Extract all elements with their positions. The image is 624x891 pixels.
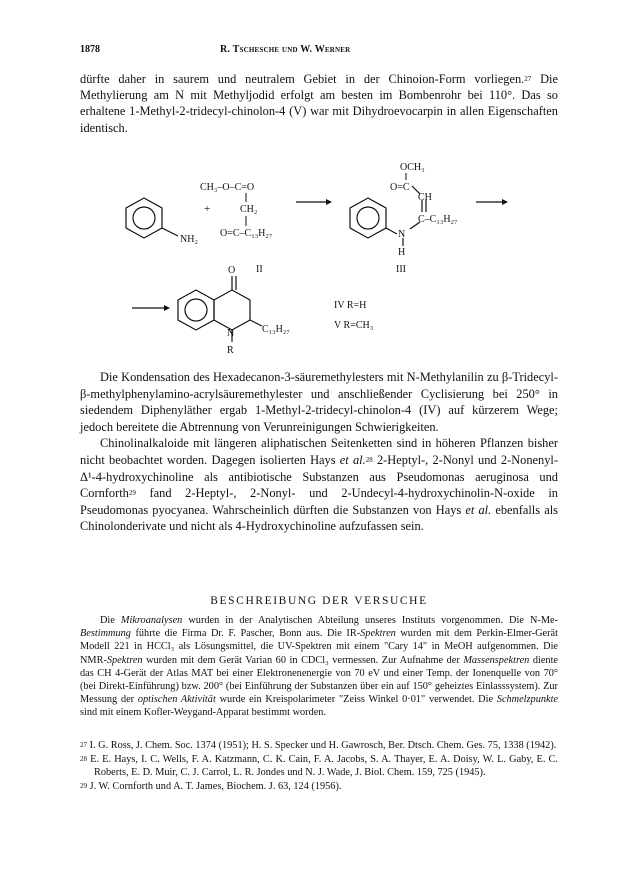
methods-text-h: sind mit einem Kofler-Weygand-Apparat bestimmt worden. — [80, 707, 327, 719]
vinyl-c-label: C–C₁₃H₂₇ — [418, 214, 458, 225]
body-text — [80, 369, 558, 535]
ketoester-structure — [200, 182, 272, 239]
ester-ch3o-label: CH₃–O–C=O — [200, 182, 255, 193]
footnote-29 — [80, 780, 558, 794]
compound-label-ii: II — [256, 264, 263, 275]
footnote-28 — [80, 753, 558, 780]
intro-paragraph — [80, 71, 558, 136]
body-p2-text-b: 2-Heptyl-, 2-Nonyl und 2-Nonenyl-Δ¹-4-hydroxychinoline als antibiotische Substanzen aus Pseudomonas aeruginosa und Cornforth — [80, 452, 558, 501]
compound-label-iii: III — [396, 264, 406, 275]
reaction-scheme-drawing — [0, 150, 624, 365]
footnote-ref-27: 27 — [524, 75, 532, 83]
methods-text-a: Die — [100, 615, 121, 626]
legend-v: V R=CH₃ — [334, 320, 374, 331]
methods-text-f: diente das CH 4-Gerät der Atlas MAT bei einer Elektronenenergie von 70 eV und einer Temp. der Ionenquelle von 70° (bei Direkt-Einführung) bzw. 200° (bei Einführung der Substanzen über ein auf 150° geheiztes Einlasssystem). Zur Messung der — [80, 654, 558, 706]
intro-text-2: Die Methylierung am N mit Methyljodid erfolgt am besten im Bombenrohr bei 110°. Das so erhaltene 1-Methyl-2-tridecyl-chinolon-4 (V) war mit Dihydroevocarpin in allen Eigenschaften identisch. — [80, 72, 558, 135]
running-title: R. Tschesche und W. Werner — [220, 44, 351, 55]
footnote-27 — [80, 739, 558, 753]
intro-text-1: dürfte daher in saurem und neutralem Gebiet in der Chinoion-Form vorliegen. — [80, 72, 525, 86]
etal-1: et al. — [339, 452, 366, 467]
legend-iv: IV R=H — [334, 300, 367, 311]
page-number: 1878 — [80, 44, 100, 55]
ester-ch2-label: CH₂ — [240, 204, 258, 215]
footnote-ref-28: 28 — [365, 455, 373, 464]
etal-2: et al. — [465, 502, 492, 517]
footnote-text: I. G. Ross, J. Chem. Soc. 1374 (1951); H. S. Specker und H. Gawrosch, Ber. Dtsch. Chem. Ges. 75, 1338 (1942). — [87, 740, 557, 751]
reaction-scheme — [0, 150, 624, 365]
term-massenspektren: Massenspektren — [463, 654, 530, 666]
quinolone-chain-label: C₁₃H₂₇ — [262, 324, 290, 335]
footnote-ref-29: 29 — [128, 489, 136, 498]
reaction-arrow-2-head — [502, 199, 508, 205]
footnotes — [80, 739, 558, 793]
footnote-number: 27 — [80, 741, 87, 749]
term-nmr-spektren: Spektren — [106, 654, 143, 666]
term-mikroanalysen: Mikroanalysen — [120, 615, 183, 626]
ester-co-label: O=C–C₁₃H₂₇ — [220, 228, 273, 239]
aniline-structure — [126, 198, 178, 238]
term-optische-aktivitaet: optischen Aktivität — [137, 694, 216, 706]
enamine-structure — [350, 186, 426, 246]
vinyl-ch-label: CH — [418, 192, 432, 203]
methods-paragraph — [80, 614, 558, 720]
plus-sign: + — [204, 203, 211, 215]
footnote-number: 28 — [80, 754, 87, 763]
term-schmelzpunkte: Schmelzpunkte — [496, 694, 559, 706]
quinolone-structure — [178, 276, 262, 342]
footnote-text: E. E. Hays, I. C. Wells, F. A. Katzmann, C. K. Cain, F. A. Jacobs, S. A. Thayer, E. A. Doisy, W. L. Gaby, E. C. Roberts, E. D. Muir, C. J. Carrol, L. R. Jondes und N. J. Wade, J. Biol. Chem. 159, 725 (1945). — [87, 753, 558, 779]
body-p2-text-d: ebenfalls als Chinolonderivate und nicht als 4-Hydroxychinoline aufzufassen sein. — [80, 502, 558, 534]
body-paragraph-2 — [80, 435, 558, 535]
amine-h-label: H — [398, 247, 406, 258]
section-heading: BESCHREIBUNG DER VERSUCHE — [210, 595, 428, 607]
methods-text-d: wurden mit dem Perkin-Elmer-Gerät Modell 221 in HCCl₃ als Lösungsmittel, die UV-Spektren mit einem "Cary 14" in MeOH aufgenommen. Die NMR- — [80, 628, 558, 666]
body-p2-text-c: fand 2-Heptyl-, 2-Nonyl- und 2-Undecyl-4-hydroxychinolin-N-oxide in Pseudomonas pyocyanea. Wahrscheinlich dürften die Substanzen von Hays — [80, 486, 558, 517]
page-header — [80, 44, 540, 58]
quinolone-n-label: N — [227, 328, 235, 339]
methods-text-e: wurden mit dem Gerät Varian 60 in CDCl₃ vermessen. Zur Aufnahme der — [142, 654, 464, 666]
och3-label: OCH₃ — [400, 162, 425, 173]
reaction-arrow-1-head — [326, 199, 332, 205]
reaction-arrow-3-head — [164, 305, 170, 311]
amine-n-label: N — [398, 229, 406, 240]
footnote-text: J. W. Cornforth und A. T. James, Biochem. J. 63, 124 (1956). — [87, 780, 342, 792]
term-ir-spektren: Spektren — [360, 628, 396, 640]
methods-text-b: wurden in der Analytischen Abteilung unseres Instituts vorgenommen. Die N-Me- — [182, 615, 558, 626]
aniline-nh2-label: NH₂ — [180, 234, 198, 245]
methods-text-c: führte die Firma Dr. F. Pascher, Bonn aus. Die IR- — [130, 628, 361, 640]
quinolone-oxo-label: O — [228, 265, 236, 276]
body-p2-text-a: Chinolinalkaloide mit längeren aliphatischen Seitenketten sind in höheren Pflanzen bisher nicht beobachtet worden. Dagegen isolierten Hays — [80, 436, 558, 467]
ester-carbonyl-label: O=C — [390, 182, 410, 193]
body-paragraph-1: Die Kondensation des Hexadecanon-3-säuremethylesters mit N-Methylanilin zu β-Tridecyl-β-methylphenylamino-acrylsäuremethylester und anschließender Cyclisierung bei 250° in siedendem Diphenyläther ergab 1-Methyl-2-tridecyl-chinolon-4 (IV) auf kürzerem Wege; jedoch bereitete die Abtrennung von Verunreinigungen Schwierigkeiten. — [80, 370, 558, 434]
term-nme-bestimmung: Bestimmung — [80, 628, 131, 640]
quinolone-r-label: R — [227, 345, 234, 356]
methods-text-g: wurde ein Kreispolarimeter "Zeiss Winkel 0·01" verwendet. Die — [215, 694, 497, 706]
footnote-number: 29 — [80, 781, 87, 790]
